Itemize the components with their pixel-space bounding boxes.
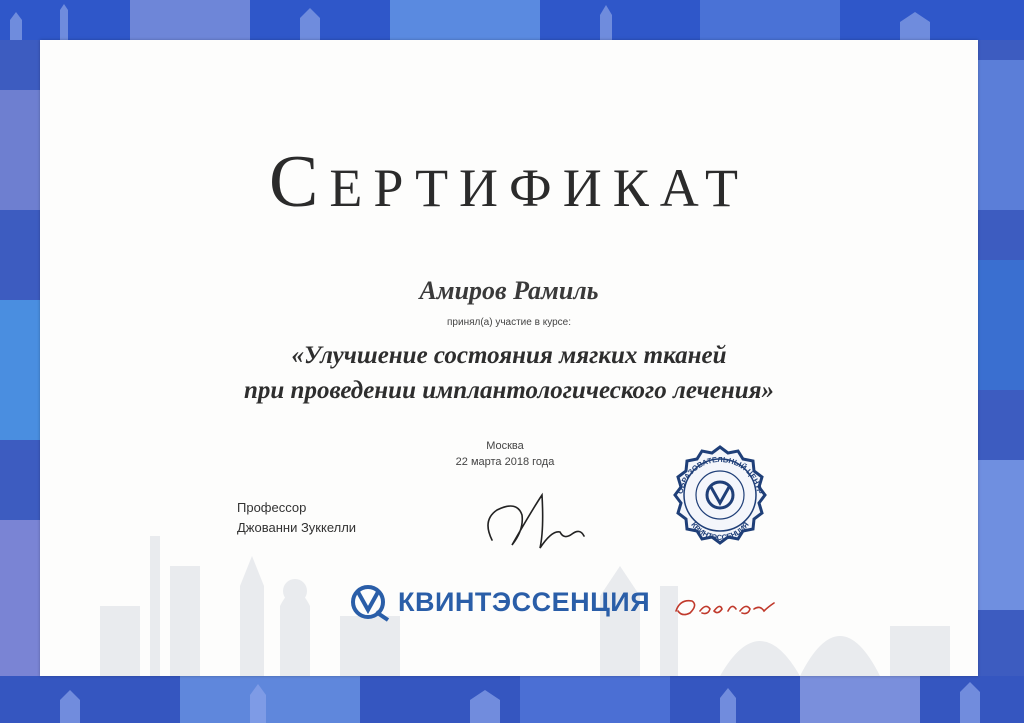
participation-text: принял(а) участие в курсе: xyxy=(447,317,571,328)
handwritten-signature xyxy=(472,470,592,560)
signer-name: Джованни Зуккелли xyxy=(237,520,357,535)
course-title xyxy=(40,338,978,408)
date: 22 марта 2018 года xyxy=(455,456,555,468)
title-rest: ЕРТИФИКАТ xyxy=(329,158,749,218)
course-title-line-1: «Улучшение состояния мягких тканей xyxy=(291,342,727,369)
seal-top-text: ОБРАЗОВАТЕЛЬНЫЙ ЦЕНТР xyxy=(675,454,765,495)
partner-logo-doctora xyxy=(670,593,780,621)
title-initial: С xyxy=(269,141,330,223)
quintessence-logo xyxy=(348,582,650,622)
quintessence-logo-icon xyxy=(348,582,392,622)
quintessence-logo-text: КВИНТЭССЕНЦИЯ xyxy=(398,586,651,617)
place-date xyxy=(435,438,575,470)
education-center-seal xyxy=(665,445,775,555)
seal-bottom-text: КВИНТЭССЕНЦИЯ xyxy=(689,520,751,543)
certificate-paper xyxy=(40,40,978,676)
course-title-line-2: при проведении имплантологического лечения» xyxy=(244,377,774,404)
signer-title: Профессор xyxy=(237,500,307,515)
recipient-name: Амиров Рамиль xyxy=(419,276,599,305)
city: Москва xyxy=(486,440,524,452)
signer-block xyxy=(237,498,356,538)
certificate-title xyxy=(40,140,978,225)
